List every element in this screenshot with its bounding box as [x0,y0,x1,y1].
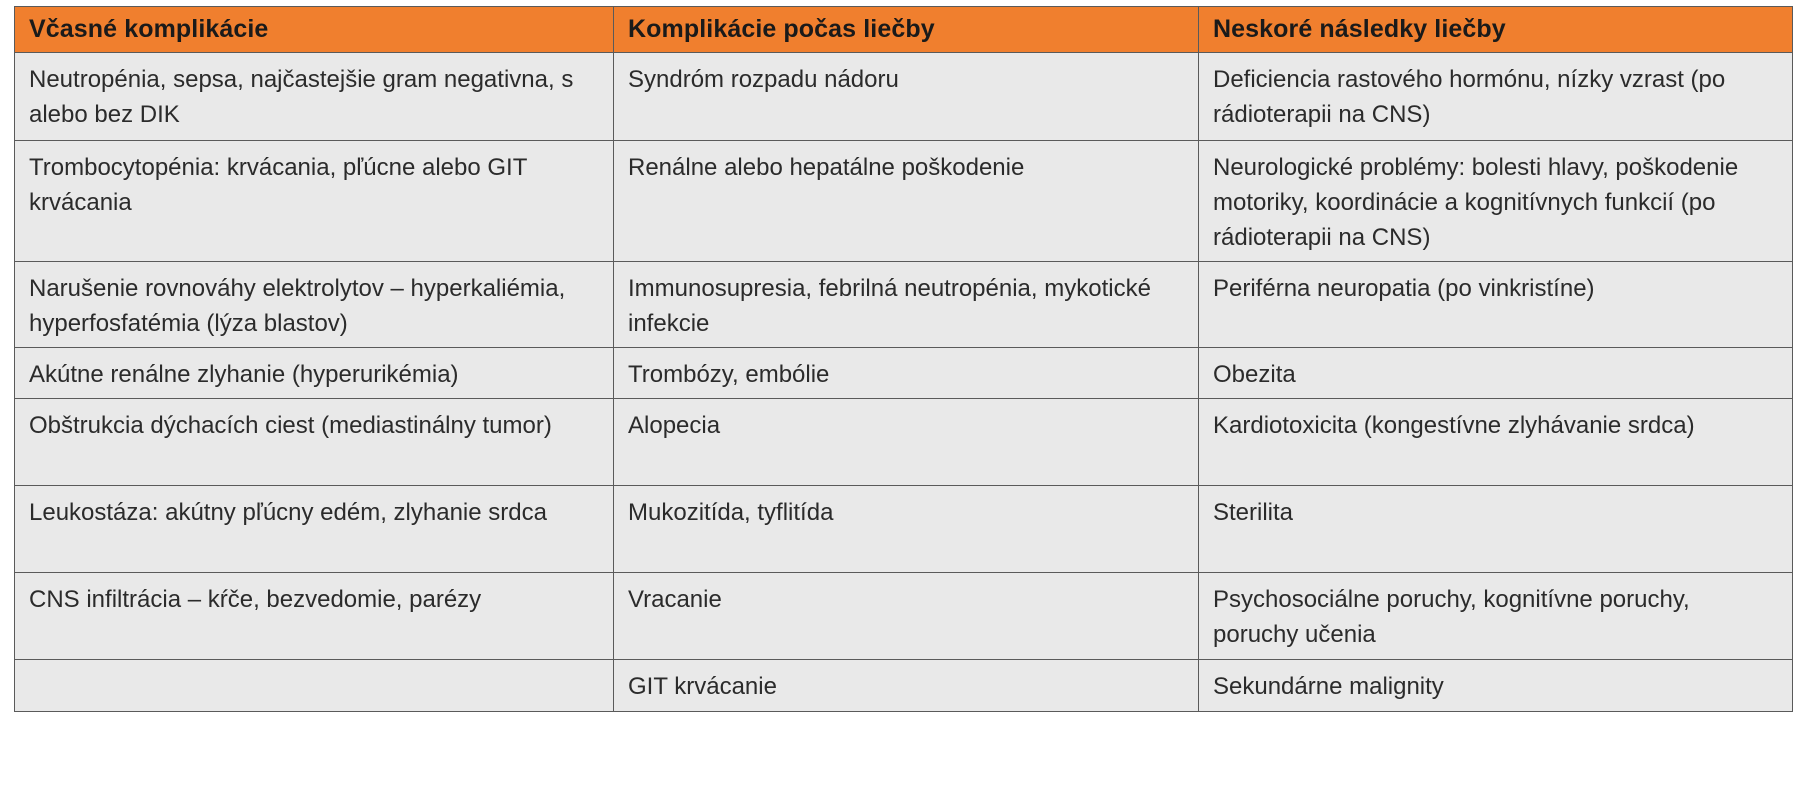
table-cell: Deficiencia rastového hormónu, nízky vzrast (po rádioterapii na CNS) [1199,53,1793,141]
table-cell: Kardiotoxicita (kongestívne zlyhávanie srdca) [1199,399,1793,486]
table-header-row [15,7,1793,53]
table-row [15,262,1793,348]
table-cell: Akútne renálne zlyhanie (hyperurikémia) [15,348,614,399]
table-cell: Immunosupresia, febrilná neutropénia, mykotické infekcie [614,262,1199,348]
table-cell: Obezita [1199,348,1793,399]
table-row [15,399,1793,486]
table-cell: Psychosociálne poruchy, kognitívne poruchy, poruchy učenia [1199,573,1793,660]
header-early-complications: Včasné komplikácie [15,7,614,53]
table-cell: Trombózy, embólie [614,348,1199,399]
table-cell: Alopecia [614,399,1199,486]
table-cell: Narušenie rovnováhy elektrolytov – hyperkaliémia, hyperfosfatémia (lýza blastov) [15,262,614,348]
table-cell: GIT krvácanie [614,660,1199,712]
table-row [15,660,1793,712]
table-cell: Leukostáza: akútny pľúcny edém, zlyhanie srdca [15,486,614,573]
table-cell: Obštrukcia dýchacích ciest (mediastinálny tumor) [15,399,614,486]
table-cell: CNS infiltrácia – kŕče, bezvedomie, parézy [15,573,614,660]
complications-table [14,6,1793,712]
table-cell: Mukozitída, tyflitída [614,486,1199,573]
table-cell: Syndróm rozpadu nádoru [614,53,1199,141]
header-complications-during-treatment: Komplikácie počas liečby [614,7,1199,53]
table-cell: Neutropénia, sepsa, najčastejšie gram negativna, s alebo bez DIK [15,53,614,141]
table-row [15,573,1793,660]
table-row [15,348,1793,399]
table-cell: Periférna neuropatia (po vinkristíne) [1199,262,1793,348]
table-cell: Vracanie [614,573,1199,660]
table-row [15,486,1793,573]
table-cell: Sterilita [1199,486,1793,573]
table-row [15,53,1793,141]
header-late-treatment-effects: Neskoré následky liečby [1199,7,1793,53]
table-cell [15,660,614,712]
table-cell: Trombocytopénia: krvácania, pľúcne alebo GIT krvácania [15,141,614,262]
table-cell: Neurologické problémy: bolesti hlavy, poškodenie motoriky, koordinácie a kognitívnych funkcií (po rádioterapii na CNS) [1199,141,1793,262]
table-cell: Renálne alebo hepatálne poškodenie [614,141,1199,262]
table-cell: Sekundárne malignity [1199,660,1793,712]
table-row [15,141,1793,262]
